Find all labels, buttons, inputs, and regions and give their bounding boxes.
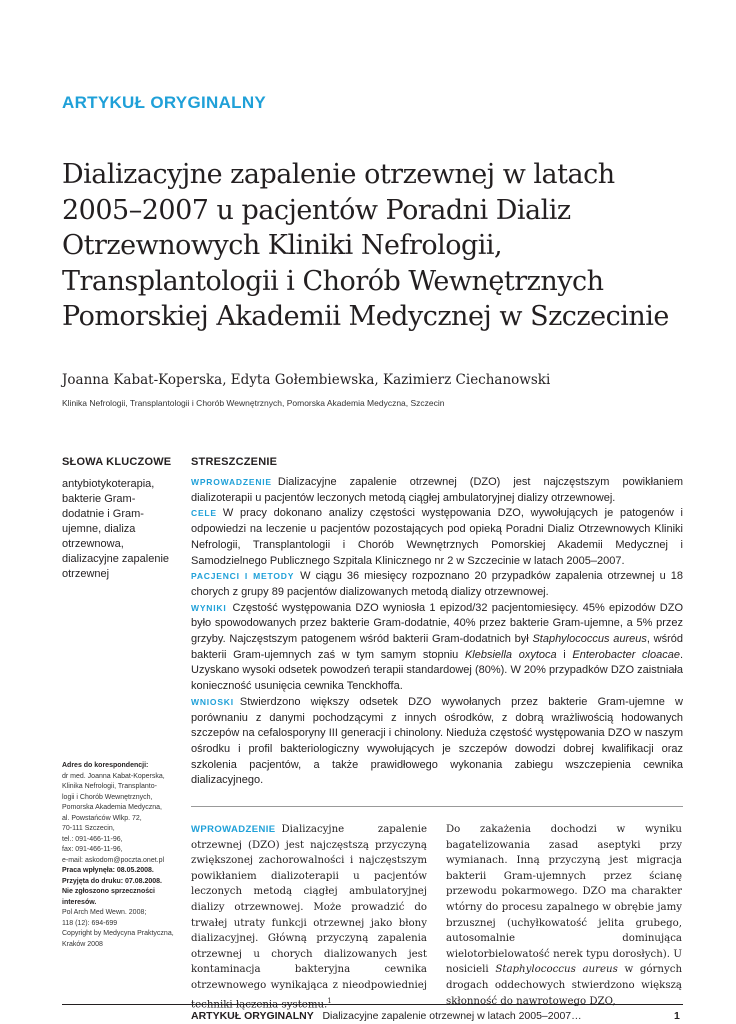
correspondence-line: tel.: 091-466-11-96, (62, 835, 123, 843)
title-line: Pomorskiej Akademii Medycznej w Szczecinie (62, 301, 669, 332)
footer-label: ARTYKUŁ ORYGINALNY (191, 1010, 314, 1022)
abstract-text: Stwierdzono większy odsetek DZO wywołanych przez bakterie Gram-ujemne w porównaniu z danymi pochodzącymi z innych ośrodków, z dobrą wrażliwością hodowanych szczepów na cefalosporyny III generacji i chinolony. Nieduża częstość występowania DZO w naszym ośrodku i profil bakteriologiczny wywołujących je szczepów dowodzi dobrej kwalifikacji oraz szkolenia pacjentów, a także prawidłowego wykonania zabiegu wszczepienia cewnika dializacyjnego. (191, 695, 683, 787)
correspondence-line: al. Powstańców Wlkp. 72, (62, 814, 142, 822)
abstract-tag: WNIOSKI (191, 696, 234, 707)
abstract-tag: WPROWADZENIE (191, 477, 272, 487)
abstract-results (191, 601, 683, 695)
abstract-tag: CELE (191, 508, 217, 519)
body-column-2 (446, 822, 682, 1009)
copyright-city: Kraków 2008 (62, 940, 103, 948)
journal-issue: 118 (12): 694-699 (62, 919, 118, 927)
keywords-heading: SŁOWA KLUCZOWE (62, 456, 172, 468)
article-title (62, 157, 702, 335)
correspondence-block (62, 761, 182, 950)
species-name: Klebsiella oxytoca (464, 648, 557, 661)
running-footer (191, 1010, 582, 1022)
species-name: Staphylococcus aureus (495, 964, 618, 976)
section-label: ARTYKUŁ ORYGINALNY (62, 93, 267, 112)
received-date: Praca wpłynęła: 08.05.2008. (62, 867, 154, 874)
title-line: Dializacyjne zapalenie otrzewnej w latach (62, 159, 615, 190)
title-line: 2005–2007 u pacjentów Poradni Dializ (62, 194, 571, 226)
page-number: 1 (674, 1010, 680, 1022)
footer-divider (62, 1004, 683, 1005)
abstract-text: W pracy dokonano analizy częstości występowania DZO, wywołujących je patogenów i odpowiedzi na leczenie u pacjentów pozostających pod opieką Poradni Dializ Otrzewnowych Kliniki Nefrologii, Transplantologii i Chorób Wewnętrznych Pomorskiej Akademii Medycznej i Samodzielnego Publicznego Szpitala Klinicznego nr 2 w Szczecinie w latach 2005–2007. (191, 507, 683, 567)
abstract-text: , wśród bakterii Gram-ujemnych zaś w tym samym stopniu (191, 633, 683, 661)
abstract-text: Dializacyjne zapalenie otrzewnej (DZO) jest najczęstszym powikłaniem dializoterapii u pacjentów leczonych metodą ciągłej ambulatoryjnej dializy otrzewnowej. (191, 476, 683, 504)
copyright: Copyright by Medycyna Praktyczna, (62, 930, 174, 937)
authors: Joanna Kabat-Koperska, Edyta Gołembiewska, Kazimierz Ciechanowski (62, 372, 551, 388)
correspondence-line: logii i Chorób Wewnętrznych, (62, 793, 153, 801)
correspondence-line: Pomorska Akademia Medyczna, (62, 804, 162, 811)
keywords-list: antybiotykoterapia, bakterie Gram-dodatnie i Gram-ujemne, dializa otrzewnowa, dializacyjne zapalenie otrzewnej (62, 478, 170, 580)
footer-running-title: Dializacyjne zapalenie otrzewnej w latach 2005–2007… (322, 1010, 582, 1022)
abstract-text: i (563, 648, 566, 661)
correspondence-heading: Adres do korespondencji: (62, 762, 149, 769)
abstract-intro (191, 475, 683, 506)
section-divider (191, 806, 683, 807)
affiliation: Klinika Nefrologii, Transplantologii i Chorób Wewnętrznych, Pomorska Akademia Medyczna, Szczecin (62, 398, 445, 408)
abstract-conclusions (191, 695, 683, 789)
abstract-body (191, 475, 683, 789)
abstract-aim (191, 506, 683, 569)
body-text: Dializacyjne zapalenie otrzewnej (DZO) jest najczęstszą przyczyną zwiększonej zachorowalności i najczęstszym powikłaniem dializoterapii u pacjentów leczonych metodą ciągłej ambulatoryjnej dializy otrzewnowej. Może prowadzić do trwałej utraty funkcji otrzewnej jako błony dializacyjnej. Główną przyczyną zapalenia otrzewnej u chorych dializowanych jest kontaminacja bakteryjna cewnika otrzewnowego wynikająca z nieodpowiedniej techniki łączenia systemu. (191, 824, 427, 1010)
correspondence-line: 70-111 Szczecin, (62, 825, 115, 832)
abstract-heading: STRESZCZENIE (191, 456, 278, 468)
title-line: Otrzewnowych Kliniki Nefrologii, (62, 230, 503, 261)
correspondence-line: fax: 091-466-11-96, (62, 846, 123, 853)
title-line: Transplantologii i Chorób Wewnętrznych (62, 265, 604, 297)
species-name: Staphylococcus aureus (532, 633, 647, 646)
correspondence-line: dr med. Joanna Kabat-Koperska, (62, 772, 165, 780)
abstract-text: W ciągu 36 miesięcy rozpoznano 20 przypadków zapalenia otrzewnej u 18 chorych z grupy 89 pacjentów dializowanych metodą dializy otrzewnowej. (191, 570, 683, 598)
abstract-text: Częstość występowania DZO wyniosła 1 epizod/32 pacjentomiesięcy. 45% epizodów DZO było spowodowanych przez bakterie Gram-dodatnie, 40% przez bakterie Gram-ujemne, a 5% przez grzyby. Najczęstszym patogenem wśród bakterii Gram-dodatnich był (191, 601, 683, 646)
abstract-tag: WYNIKI (191, 602, 227, 613)
abstract-methods (191, 569, 683, 600)
correspondence-line: e-mail: askodom@poczta.onet.pl (62, 856, 165, 864)
correspondence-line: Klinika Nefrologii, Transplanto- (62, 783, 157, 790)
abstract-text: . Uzyskano wysoki odsetek powodzeń terapii standardowej (80%). W 20% przypadków DZO zaistniała konieczność usunięcia cewnika Tenckhoffa. (191, 648, 684, 693)
body-text: Do zakażenia dochodzi w wyniku bagatelizowania zasad aseptyki przy wymianach. Inną przyczyną jest migracja bakterii Gram-ujemnych przez ścianę przewodu pokarmowego. DZO ma charakter wtórny do procesu zapalnego w obrębie jamy brzusznej (uchyłkowatość jelita grubego, autosomalnie dominująca wielotorbielowatość nerek typu dorosłych). U nosicieli (446, 824, 682, 976)
body-text: w górnych drogach oddechowych stwierdzono większą skłonność do nawrotowego DZO, (446, 964, 682, 1007)
body-section-tag: WPROWADZENIE (191, 824, 276, 835)
journal-citation: Pol Arch Med Wewn. 2008; (62, 909, 147, 916)
body-column-1 (191, 822, 427, 1013)
conflict-statement: Nie zgłoszono sprzeczności interesów. (62, 888, 155, 906)
reference-marker: 1 (327, 996, 332, 1005)
accepted-date: Przyjęta do druku: 07.08.2008. (62, 877, 162, 885)
species-name: Enterobacter cloacae (572, 648, 680, 661)
abstract-tag: PACJENCI I METODY (191, 571, 295, 582)
